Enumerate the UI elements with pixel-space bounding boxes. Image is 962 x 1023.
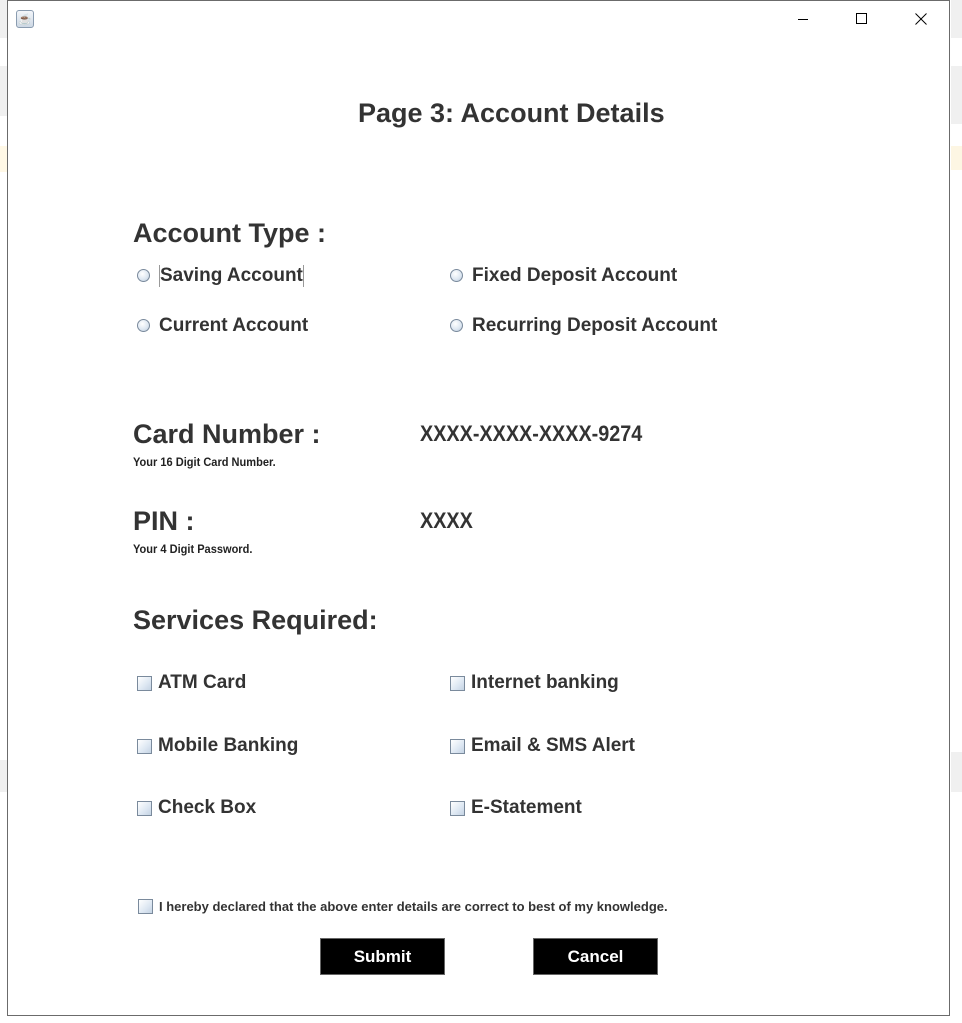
close-button[interactable] (898, 1, 944, 37)
checkbox-icon[interactable] (450, 676, 465, 691)
radio-label: Recurring Deposit Account (472, 315, 718, 336)
radio-saving-account[interactable] (137, 265, 304, 287)
background-band (951, 146, 962, 170)
radio-button-icon[interactable] (450, 319, 463, 332)
account-type-heading: Account Type : (133, 218, 327, 248)
background-app-right-edge (951, 0, 962, 1023)
card-number-value: XXXX-XXXX-XXXX-9274 (420, 421, 643, 446)
pin-hint: Your 4 Digit Password. (133, 542, 253, 556)
checkbox-icon[interactable] (450, 801, 465, 816)
checkbox-mobile-banking[interactable] (137, 735, 298, 757)
checkbox-label: Email & SMS Alert (471, 735, 636, 756)
declaration-label: I hereby declared that the above enter details are correct to best of my knowledge. (159, 899, 668, 914)
java-icon[interactable]: ☕ (16, 10, 34, 28)
radio-label: Fixed Deposit Account (472, 265, 678, 286)
radio-button-icon[interactable] (450, 269, 463, 282)
title-bar[interactable] (8, 1, 949, 37)
radio-label: Saving Account (160, 265, 303, 286)
checkbox-atm-card[interactable] (137, 672, 246, 694)
card-number-heading: Card Number : (133, 419, 321, 449)
page-title: Page 3: Account Details (358, 98, 665, 128)
radio-label: Current Account (159, 315, 309, 336)
checkbox-label: Check Box (158, 797, 257, 818)
pin-value: XXXX (420, 508, 473, 533)
pin-heading: PIN : (133, 506, 195, 536)
checkbox-label: Internet banking (471, 672, 619, 693)
minimize-icon (797, 13, 809, 25)
checkbox-icon[interactable] (450, 739, 465, 754)
background-band (951, 752, 962, 792)
maximize-button[interactable] (839, 1, 885, 37)
checkbox-label: Mobile Banking (158, 735, 299, 756)
minimize-button[interactable] (780, 1, 826, 37)
checkbox-email-sms-alert[interactable] (450, 735, 635, 757)
checkbox-e-statement[interactable] (450, 797, 582, 819)
checkbox-icon[interactable] (138, 899, 153, 914)
card-number-hint: Your 16 Digit Card Number. (133, 455, 276, 469)
checkbox-icon[interactable] (137, 676, 152, 691)
maximize-icon (856, 13, 868, 25)
checkbox-internet-banking[interactable] (450, 672, 619, 694)
checkbox-label: E-Statement (471, 797, 582, 818)
background-band (951, 66, 962, 124)
declaration-checkbox[interactable] (138, 899, 668, 914)
checkbox-check-box[interactable] (137, 797, 256, 819)
account-details-window (7, 0, 950, 1016)
radio-fixed-deposit-account[interactable] (450, 265, 677, 287)
services-heading: Services Required: (133, 605, 378, 635)
checkbox-label: ATM Card (158, 672, 247, 693)
radio-button-icon[interactable] (137, 269, 150, 282)
checkbox-icon[interactable] (137, 739, 152, 754)
cancel-button[interactable]: Cancel (533, 938, 658, 975)
close-icon (915, 13, 927, 25)
radio-recurring-deposit-account[interactable] (450, 315, 717, 337)
radio-current-account[interactable] (137, 315, 308, 337)
submit-button[interactable]: Submit (320, 938, 445, 975)
checkbox-icon[interactable] (137, 801, 152, 816)
radio-button-icon[interactable] (137, 319, 150, 332)
background-band (951, 0, 962, 38)
